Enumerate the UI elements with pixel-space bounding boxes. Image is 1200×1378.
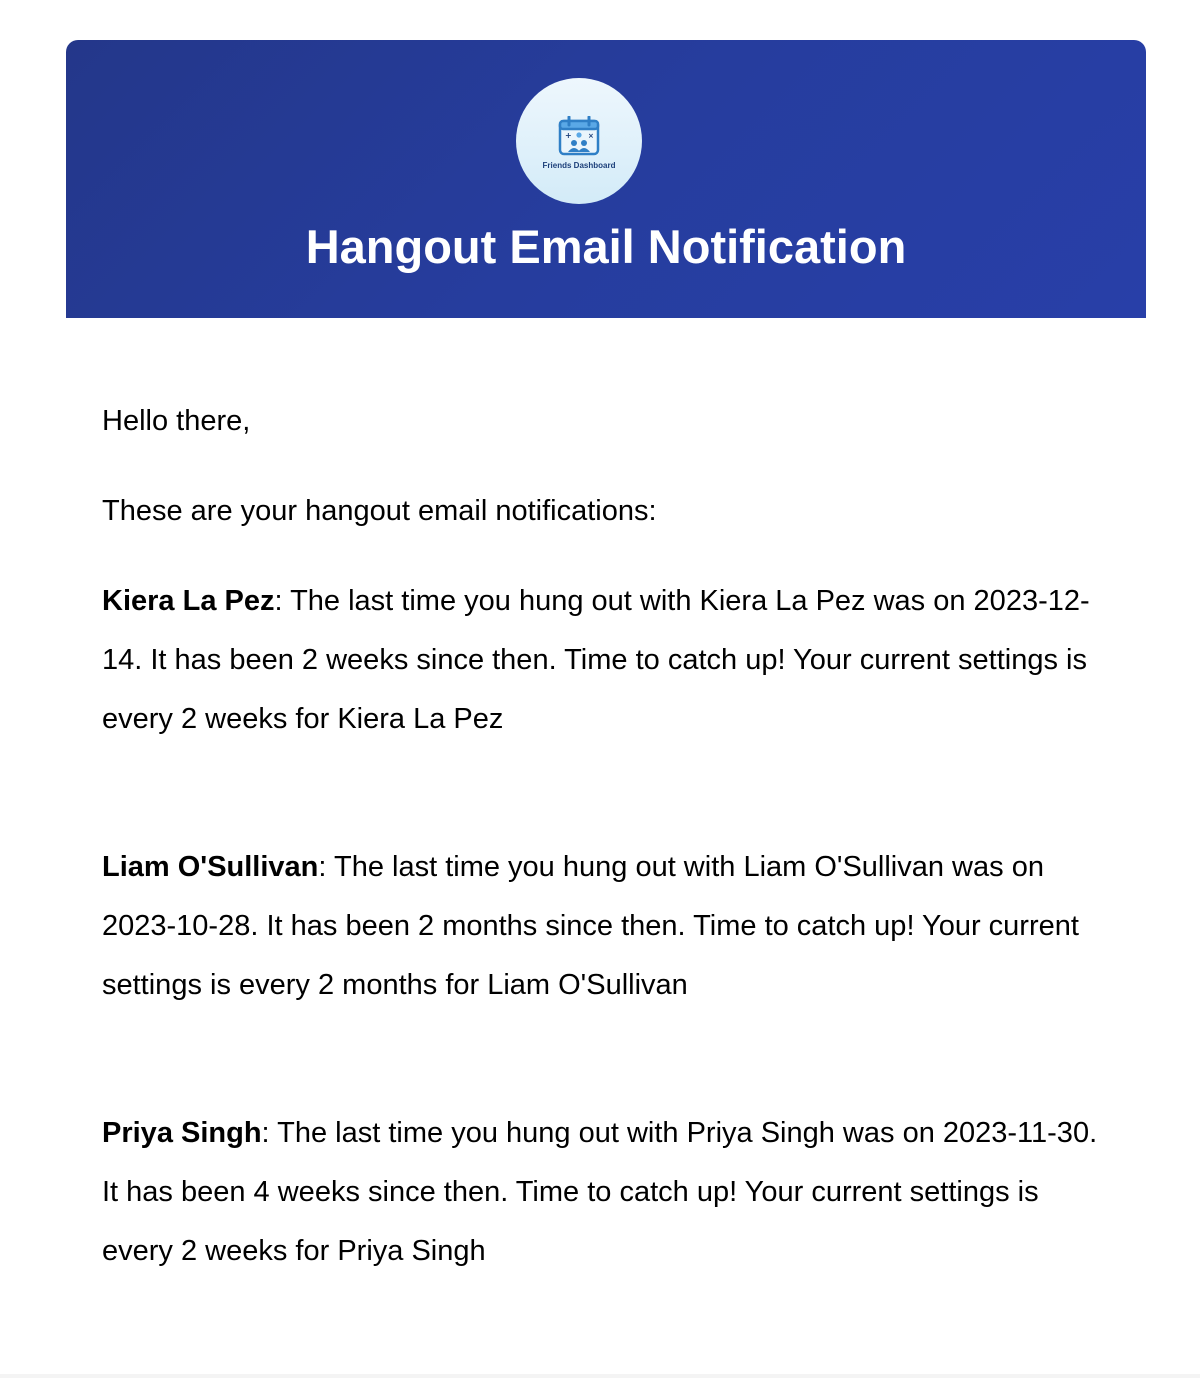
email-body [66, 318, 1146, 1281]
email-container [66, 40, 1146, 1378]
notification-entry [102, 1104, 1110, 1281]
intro-text: These are your hangout email notifications: [102, 495, 657, 527]
notification-message: : The last time you hung out with Liam O'Sullivan was on 2023-10-28. It has been 2 months since then. Time to catch up! Your current settings is every 2 months for Liam O'Sullivan [102, 851, 1079, 1001]
greeting-text: Hello there, [102, 405, 251, 437]
svg-text:×: × [588, 132, 594, 140]
calendar-friends-icon [557, 116, 601, 156]
email-header [66, 40, 1146, 318]
notification-message: : The last time you hung out with Priya Singh was on 2023-11-30. It has been 4 weeks since then. Time to catch up! Your current settings is every 2 weeks for Priya Singh [102, 1117, 1098, 1267]
logo-text: Friends Dashboard [542, 161, 616, 170]
svg-text:+: + [565, 131, 572, 140]
divider [0, 1374, 1200, 1378]
notification-entry [102, 572, 1110, 749]
logo [516, 78, 642, 204]
friend-name: Kiera La Pez [102, 585, 275, 617]
friend-name: Liam O'Sullivan [102, 851, 319, 883]
notification-entry [102, 838, 1110, 1015]
notification-message: : The last time you hung out with Kiera La Pez was on 2023-12-14. It has been 2 weeks since then. Time to catch up! Your current settings is every 2 weeks for Kiera La Pez [102, 585, 1090, 735]
friend-name: Priya Singh [102, 1117, 262, 1149]
page-title: Hangout Email Notification [305, 220, 907, 273]
